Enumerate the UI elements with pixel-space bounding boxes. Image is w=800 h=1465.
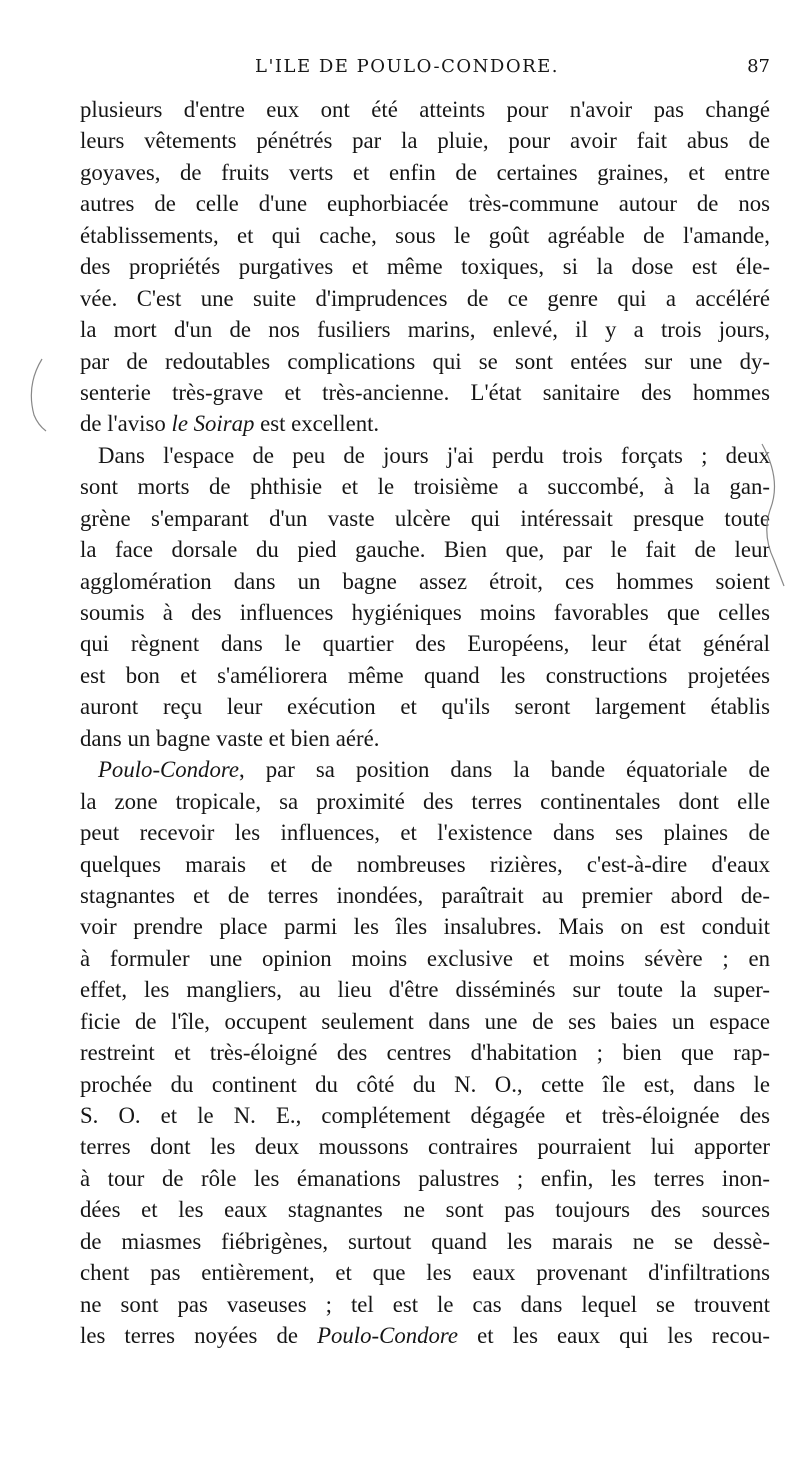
- text-line: [80, 974, 770, 1005]
- text-segment: les terres noyées de: [80, 1323, 318, 1349]
- text-segment: et les eaux qui les recou-: [458, 1323, 770, 1349]
- text-line: [80, 1257, 770, 1288]
- text-segment: par de redoutables complications qui se sont entées sur une dy-: [80, 348, 770, 374]
- text-line: [80, 188, 770, 219]
- running-head: [80, 56, 770, 86]
- text-line: [80, 597, 770, 628]
- text-segment: de miasmes fiébrigènes, surtout quand les marais ne se dessè-: [80, 1228, 770, 1254]
- text-line: [80, 503, 770, 534]
- text-line: [80, 1131, 770, 1162]
- text-segment: est bon et s'améliorera même quand les constructions projetées: [80, 662, 770, 688]
- text-segment: la face dorsale du pied gauche. Bien que, par le fait de leur: [80, 537, 770, 563]
- text-segment: la zone tropicale, sa proximité des terres continentales dont elle: [80, 788, 770, 814]
- page-number: 87: [747, 56, 770, 77]
- text-line: [80, 283, 770, 314]
- text-line: [80, 94, 770, 125]
- text-segment: terres dont les deux moussons contraires pourraient lui apporter: [80, 1134, 770, 1160]
- text-line: [80, 1163, 770, 1194]
- text-line: [80, 1100, 770, 1131]
- text-line: [80, 1069, 770, 1100]
- running-title: L'ILE DE POULO-CONDORE.: [255, 56, 559, 77]
- text-line: [80, 754, 770, 785]
- text-segment: effet, les mangliers, au lieu d'être disséminés sur toute la super-: [80, 977, 770, 1003]
- text-line: [80, 628, 770, 659]
- text-segment: ficie de l'île, occupent seulement dans une de ses baies un espace: [80, 1008, 770, 1034]
- text-segment: autres de celle d'une euphorbiacée très-commune autour de nos: [80, 191, 770, 217]
- text-line: [80, 566, 770, 597]
- text-line: [80, 471, 770, 502]
- italic-text: Poulo-Condore: [317, 1323, 459, 1349]
- text-segment: la mort d'un de nos fusiliers marins, enlevé, il y a trois jours,: [80, 317, 770, 343]
- text-segment: restreint et très-éloigné des centres d'habitation ; bien que rap-: [80, 1040, 770, 1066]
- text-segment: vée. C'est une suite d'imprudences de ce genre qui a accéléré: [80, 285, 770, 311]
- text-line: [80, 817, 770, 848]
- text-segment: à formuler une opinion moins exclusive et moins sévère ; en: [80, 945, 770, 971]
- text-line: [80, 1320, 770, 1351]
- text-segment: soumis à des influences hygiéniques moins favorables que celles: [80, 600, 770, 625]
- text-line: [80, 1194, 770, 1225]
- text-segment: de l'aviso: [80, 411, 172, 437]
- text-segment: leurs vêtements pénétrés par la pluie, pour avoir fait abus de: [80, 128, 770, 154]
- text-line: [80, 849, 770, 880]
- text-line: [80, 251, 770, 282]
- text-line: [80, 880, 770, 911]
- text-line: [80, 911, 770, 942]
- text-line: [80, 346, 770, 377]
- text-line: [80, 786, 770, 817]
- text-line: [80, 691, 770, 722]
- text-line: [80, 534, 770, 565]
- text-segment: quelques marais et de nombreuses rizières, c'est-à-dire d'eaux: [80, 851, 770, 877]
- text-line: [80, 1037, 770, 1068]
- text-line: [80, 943, 770, 974]
- text-segment: , par sa position dans la bande équatoriale de: [239, 757, 770, 783]
- text-segment: prochée du continent du côté du N. O., cette île est, dans le: [80, 1071, 770, 1097]
- text-line: [80, 723, 770, 754]
- text-segment: chent pas entièrement, et que les eaux provenant d'infiltrations: [80, 1260, 770, 1286]
- text-line: [80, 314, 770, 345]
- margin-pencil-mark: [760, 440, 790, 590]
- text-segment: stagnantes et de terres inondées, paraîtrait au premier abord de-: [80, 882, 770, 908]
- text-line: [80, 660, 770, 691]
- text-segment: Dans l'espace de peu de jours j'ai perdu trois forçats ; deux: [98, 442, 770, 468]
- text-segment: plusieurs d'entre eux ont été atteints pour n'avoir pas changé: [80, 97, 770, 122]
- italic-text: Poulo-Condore: [98, 757, 239, 783]
- text-segment: senterie très-grave et très-ancienne. L'état sanitaire des hommes: [80, 379, 770, 405]
- text-segment: auront reçu leur exécution et qu'ils seront largement établis: [80, 694, 770, 720]
- text-segment: qui règnent dans le quartier des Européens, leur état général: [80, 631, 770, 657]
- text-segment: peut recevoir les influences, et l'existence dans ses plaines de: [80, 820, 770, 846]
- body-text: [80, 94, 770, 1352]
- text-line: [80, 157, 770, 188]
- text-segment: à tour de rôle les émanations palustres ; enfin, les terres inon-: [80, 1165, 770, 1191]
- text-segment: ne sont pas vaseuses ; tel est le cas dans lequel se trouvent: [80, 1291, 770, 1317]
- text-segment: voir prendre place parmi les îles insalubres. Mais on est conduit: [80, 914, 770, 940]
- text-line: [80, 377, 770, 408]
- text-segment: est excellent.: [254, 411, 380, 437]
- text-line: [80, 440, 770, 471]
- margin-pencil-mark: [20, 355, 50, 435]
- text-segment: agglomération dans un bagne assez étroit, ces hommes soient: [80, 568, 770, 594]
- text-line: [80, 408, 770, 439]
- text-line: [80, 1289, 770, 1320]
- text-line: [80, 1226, 770, 1257]
- text-segment: S. O. et le N. E., complétement dégagée et très-éloignée des: [80, 1103, 770, 1128]
- text-line: [80, 220, 770, 251]
- text-line: [80, 1006, 770, 1037]
- text-segment: sont morts de phthisie et le troisième a succombé, à la gan-: [80, 474, 770, 500]
- text-line: [80, 125, 770, 156]
- text-segment: dans un bagne vaste et bien aéré.: [80, 725, 380, 751]
- text-segment: établissements, et qui cache, sous le goût agréable de l'amande,: [80, 222, 770, 248]
- text-segment: grène s'emparant d'un vaste ulcère qui intéressait presque toute: [80, 505, 770, 531]
- text-segment: des propriétés purgatives et même toxiques, si la dose est éle-: [80, 254, 770, 280]
- italic-text: le Soirap: [171, 411, 255, 437]
- text-segment: dées et les eaux stagnantes ne sont pas toujours des sources: [80, 1197, 770, 1223]
- text-segment: goyaves, de fruits verts et enfin de certaines graines, et entre: [80, 159, 770, 185]
